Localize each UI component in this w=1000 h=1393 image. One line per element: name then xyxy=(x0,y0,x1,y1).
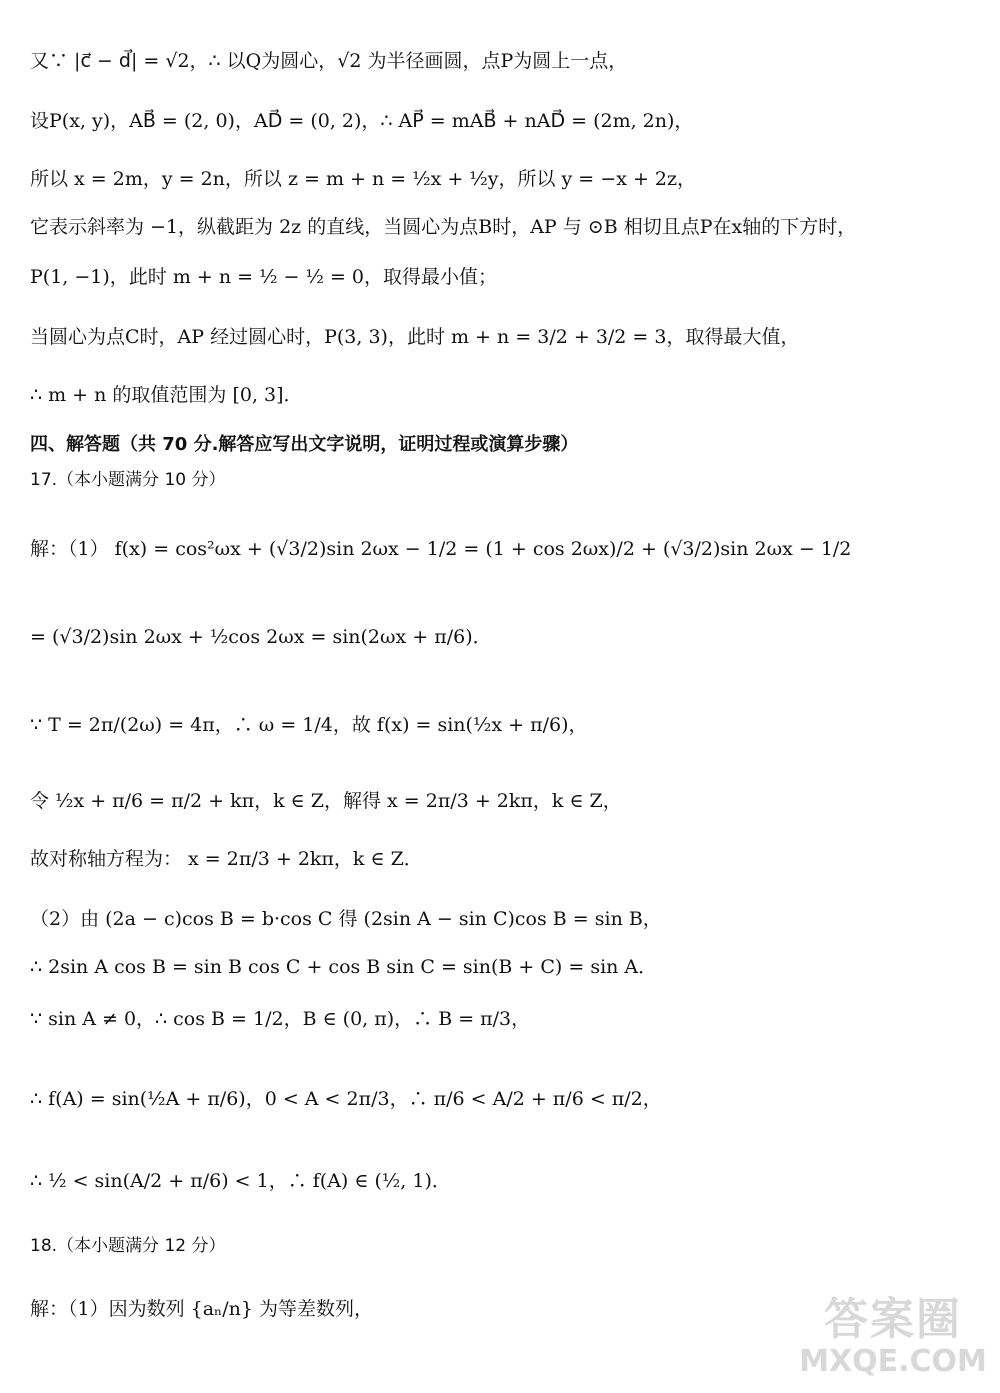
text-line: 令 ½x + π/6 = π/2 + kπ，k ∈ Z，解得 x = 2π/3 + 2kπ，k ∈ Z， xyxy=(30,790,622,812)
text-line: 解：（1） f(x) = cos²ωx + (√3/2)sin 2ωx − 1/2 = (1 + cos 2ωx)/2 + (√3/2)sin 2ωx − 1/2 xyxy=(30,538,852,560)
problem-heading: 18.（本小题满分 12 分） xyxy=(30,1236,226,1256)
text-line: 故对称轴方程为： x = 2π/3 + 2kπ，k ∈ Z． xyxy=(30,848,423,870)
text-line: 它表示斜率为 −1，纵截距为 2z 的直线，当圆心为点B时，AP 与 ⊙B 相切且点P在x轴的下方时， xyxy=(30,216,857,238)
text-line: ∴ f(A) = sin(½A + π/6)，0 < A < 2π/3，∴ π/6 < A/2 + π/6 < π/2， xyxy=(30,1088,662,1110)
text-line: P(1, −1)，此时 m + n = ½ − ½ = 0，取得最小值； xyxy=(30,266,497,288)
text-line: ∴ m + n 的取值范围为 [0, 3]． xyxy=(30,384,303,406)
problem-heading: 17.（本小题满分 10 分） xyxy=(30,470,226,490)
text-line: = (√3/2)sin 2ωx + ½cos 2ωx = sin(2ωx + π/6)． xyxy=(30,626,492,648)
text-line: 设P(x, y)，AB⃗ = (2, 0)，AD⃗ = (0, 2)，∴ AP⃗ = mAB⃗ + nAD⃗ = (2m, 2n)， xyxy=(30,110,694,132)
text-line: 所以 x = 2m，y = 2n，所以 z = m + n = ½x + ½y，所以 y = −x + 2z， xyxy=(30,168,697,190)
text-line: ∴ ½ < sin(A/2 + π/6) < 1，∴ f(A) ∈ (½, 1)． xyxy=(30,1170,451,1192)
watermark-title: 答案圈 xyxy=(824,1294,962,1345)
text-line: ∵ T = 2π/(2ω) = 4π，∴ ω = 1/4，故 f(x) = sin(½x + π/6)， xyxy=(30,714,588,736)
text-line: 又∵ |c⃗ − d⃗| = √2，∴ 以Q为圆心，√2 为半径画圆，点P为圆上一点， xyxy=(30,50,628,72)
text-line: 当圆心为点C时，AP 经过圆心时，P(3, 3)，此时 m + n = 3/2 + 3/2 = 3，取得最大值， xyxy=(30,326,800,348)
text-line: （2）由 (2a − c)cos B = b·cos C 得 (2sin A − sin C)cos B = sin B， xyxy=(30,908,662,930)
section-heading: 四、解答题（共 70 分.解答应写出文字说明，证明过程或演算步骤） xyxy=(30,434,579,455)
text-line: ∴ 2sin A cos B = sin B cos C + cos B sin C = sin(B + C) = sin A． xyxy=(30,956,658,978)
text-line: ∵ sin A ≠ 0，∴ cos B = 1/2，B ∈ (0, π)，∴ B = π/3， xyxy=(30,1008,531,1030)
watermark-url: MXQE.COM xyxy=(799,1344,987,1379)
text-line: 解：（1）因为数列 {aₙ/n} 为等差数列， xyxy=(30,1298,374,1320)
